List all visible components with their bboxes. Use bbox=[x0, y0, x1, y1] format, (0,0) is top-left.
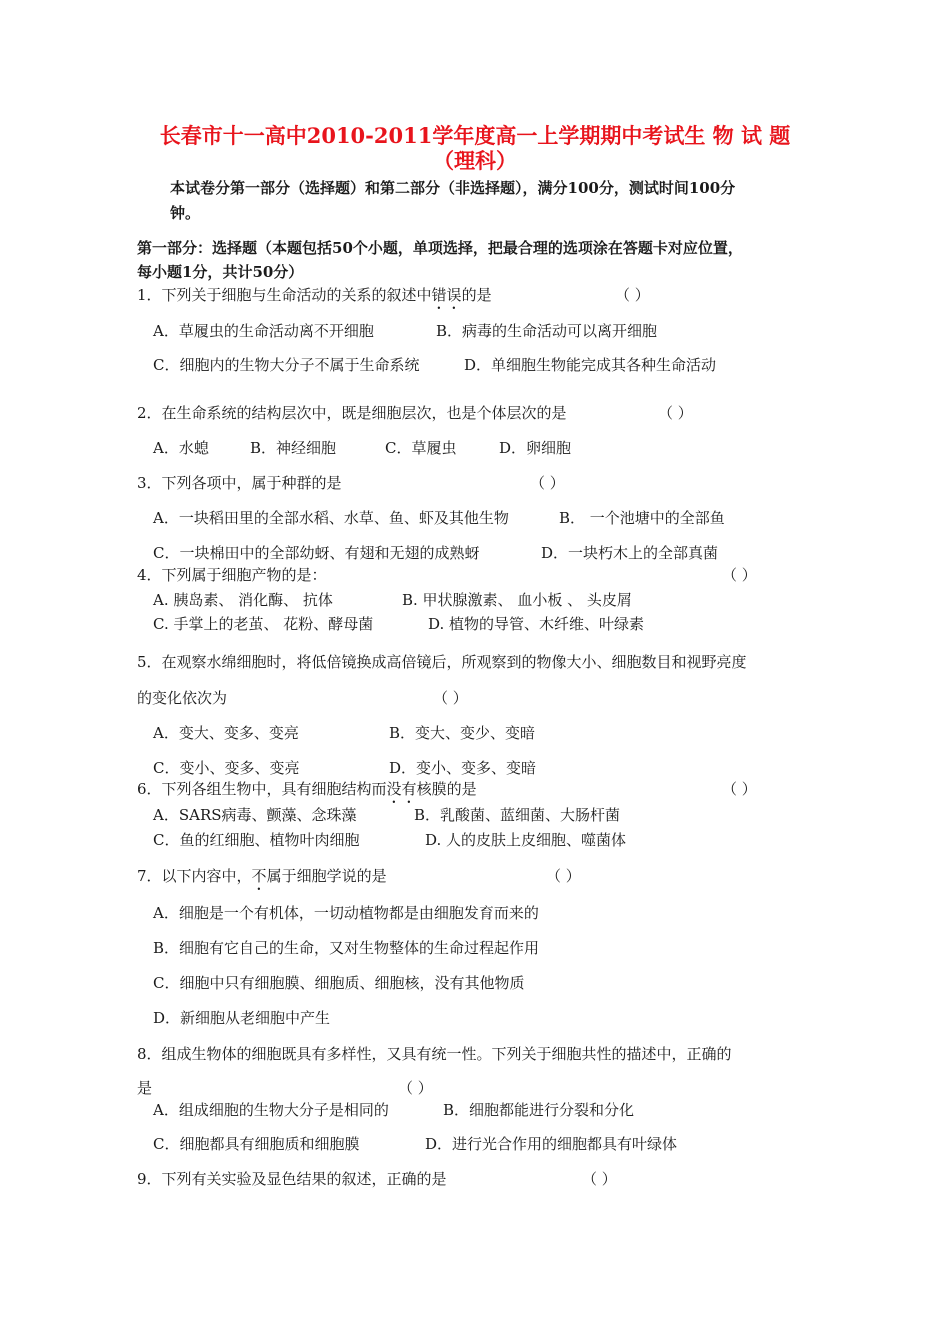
question-7-stem-emphasis: 不 bbox=[251, 867, 267, 885]
question-4-stem: 4．下列属于细胞产物的是： bbox=[137, 566, 327, 584]
question-1-stem bbox=[137, 285, 492, 313]
question-7-answer-blank: （ ） bbox=[546, 867, 581, 885]
question-8-option-a: A．组成细胞的生物大分子是相同的 bbox=[153, 1101, 389, 1119]
question-4-option-c: C. 手掌上的老茧、 花粉、酵母菌 bbox=[153, 615, 374, 633]
question-1-stem-pre: 1．下列关于细胞与生命活动的关系的叙述中 bbox=[137, 286, 432, 304]
question-1-stem-emphasis: 错误 bbox=[431, 286, 462, 304]
part1-heading-2: 每小题1分，共计50分） bbox=[137, 263, 304, 281]
question-3-option-c: C．一块棉田中的全部幼蚜、有翅和无翅的成熟蚜 bbox=[153, 544, 480, 562]
question-3-answer-blank: （ ） bbox=[530, 474, 565, 492]
question-5-answer-blank: （ ） bbox=[433, 689, 468, 707]
question-3-stem: 3．下列各项中，属于种群的是 bbox=[137, 474, 342, 492]
question-5-stem-2: 的变化依次为 bbox=[137, 689, 228, 707]
question-7-stem-pre: 7．以下内容中， bbox=[137, 867, 252, 885]
part1-heading-1: 第一部分：选择题（本题包括50个小题，单项选择，把最合理的选项涂在答题卡对应位置， bbox=[137, 239, 743, 257]
question-8-option-b: B．细胞都能进行分裂和分化 bbox=[443, 1101, 635, 1119]
question-8-option-c: C．细胞都具有细胞质和细胞膜 bbox=[153, 1135, 360, 1153]
question-3-option-b: B． 一个池塘中的全部鱼 bbox=[559, 509, 725, 527]
question-5-option-c: C．变小、变多、变亮 bbox=[153, 759, 300, 777]
question-5-option-a: A．变大、变多、变亮 bbox=[153, 724, 299, 742]
question-9-stem: 9．下列有关实验及显色结果的叙述，正确的是 bbox=[137, 1170, 447, 1188]
question-8-option-d: D．进行光合作用的细胞都具有叶绿体 bbox=[425, 1135, 678, 1153]
exam-subtitle: （理科） bbox=[433, 148, 517, 173]
question-2-option-a: A．水螅 bbox=[153, 439, 209, 457]
question-6-option-d: D. 人的皮肤上皮细胞、噬菌体 bbox=[425, 831, 627, 849]
question-7-stem-post: 属于细胞学说的是 bbox=[266, 867, 387, 885]
question-9-answer-blank: （ ） bbox=[582, 1170, 617, 1188]
question-3-option-d: D．一块朽木上的全部真菌 bbox=[541, 544, 719, 562]
question-8-stem-1: 8．组成生物体的细胞既具有多样性，又具有统一性。下列关于细胞共性的描述中，正确的 bbox=[137, 1045, 732, 1063]
question-1-option-c: C．细胞内的生物大分子不属于生命系统 bbox=[153, 356, 420, 374]
question-4-answer-blank: （ ） bbox=[722, 566, 757, 584]
question-4-option-a: A. 胰岛素、 消化酶、 抗体 bbox=[153, 591, 333, 609]
question-2-option-d: D．卵细胞 bbox=[499, 439, 572, 457]
question-6-option-c: C．鱼的红细胞、植物叶肉细胞 bbox=[153, 831, 360, 849]
question-3-option-a: A．一块稻田里的全部水稻、水草、鱼、虾及其他生物 bbox=[153, 509, 509, 527]
question-2-answer-blank: （ ） bbox=[658, 404, 693, 422]
question-8-stem-2: 是 bbox=[137, 1079, 153, 1097]
question-8-answer-blank: （ ） bbox=[398, 1079, 433, 1097]
question-6-answer-blank: （ ） bbox=[722, 780, 757, 798]
question-1-option-b: B．病毒的生命活动可以离开细胞 bbox=[436, 322, 658, 340]
question-6-stem bbox=[137, 779, 477, 807]
question-6-option-b: B．乳酸菌、蓝细菌、大肠杆菌 bbox=[414, 806, 621, 824]
question-1-answer-blank: （ ） bbox=[615, 286, 650, 304]
question-5-stem-1: 5．在观察水绵细胞时，将低倍镜换成高倍镜后，所观察到的物像大小、细胞数目和视野亮度 bbox=[137, 653, 747, 671]
question-7-option-b: B．细胞有它自己的生命，又对生物整体的生命过程起作用 bbox=[153, 939, 540, 957]
question-5-option-d: D．变小、变多、变暗 bbox=[389, 759, 537, 777]
question-6-stem-pre: 6．下列各组生物中，具有细胞结构而 bbox=[137, 780, 387, 798]
question-6-stem-emphasis: 没有 bbox=[386, 780, 417, 798]
question-2-option-b: B．神经细胞 bbox=[250, 439, 337, 457]
question-6-option-a: A．SARS病毒、颤藻、念珠藻 bbox=[153, 806, 357, 824]
exam-title: 长春市十一高中2010-2011学年度高一上学期期中考试生 物 试 题 bbox=[159, 123, 791, 148]
question-1-stem-post: 的是 bbox=[461, 286, 492, 304]
question-7-option-a: A．细胞是一个有机体，一切动植物都是由细胞发育而来的 bbox=[153, 904, 539, 922]
question-4-option-b: B. 甲状腺激素、 血小板 、 头皮屑 bbox=[402, 591, 632, 609]
question-4-option-d: D. 植物的导管、木纤维、叶绿素 bbox=[428, 615, 645, 633]
question-7-option-c: C．细胞中只有细胞膜、细胞质、细胞核，没有其他物质 bbox=[153, 974, 525, 992]
question-6-stem-post: 核膜的是 bbox=[416, 780, 477, 798]
question-5-option-b: B．变大、变少、变暗 bbox=[389, 724, 536, 742]
question-1-option-a: A．草履虫的生命活动离不开细胞 bbox=[153, 322, 374, 340]
question-1-option-d: D．单细胞生物能完成其各种生命活动 bbox=[464, 356, 717, 374]
intro-line-2: 钟。 bbox=[170, 204, 201, 222]
question-7-stem bbox=[137, 866, 387, 894]
question-2-option-c: C．草履虫 bbox=[385, 439, 457, 457]
question-7-option-d: D．新细胞从老细胞中产生 bbox=[153, 1009, 331, 1027]
intro-line-1: 本试卷分第一部分（选择题）和第二部分（非选择题），满分100分，测试时间100分 bbox=[170, 179, 736, 197]
question-2-stem: 2．在生命系统的结构层次中，既是细胞层次，也是个体层次的是 bbox=[137, 404, 567, 422]
